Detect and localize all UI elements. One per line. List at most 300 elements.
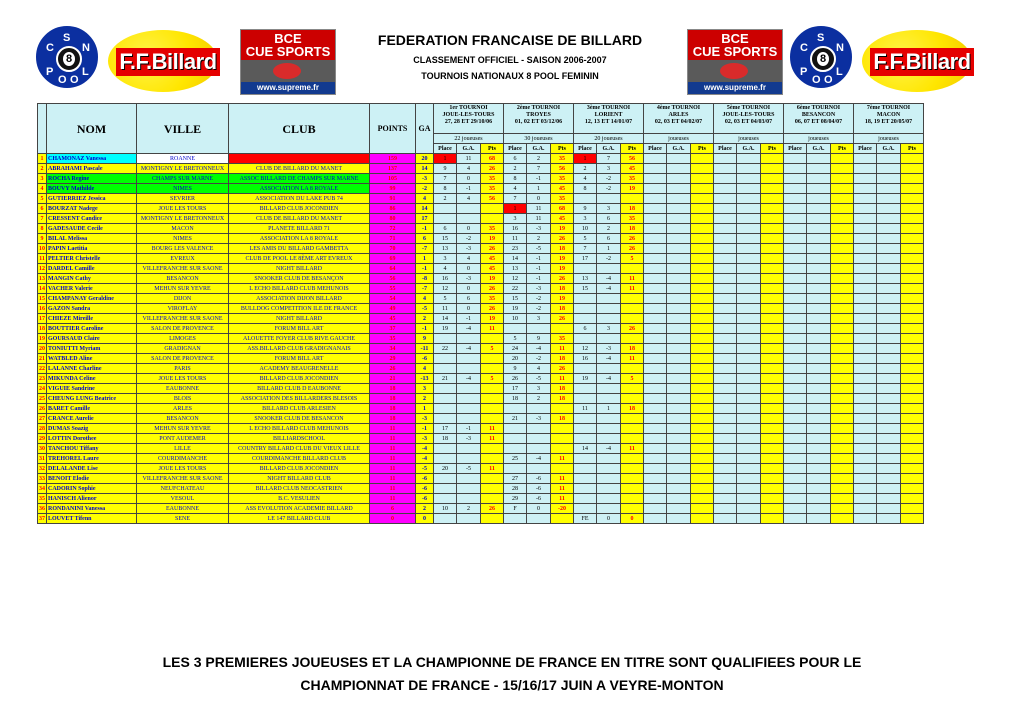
city: BLOIS xyxy=(137,394,229,404)
pts-cell xyxy=(901,364,924,374)
place-cell xyxy=(784,164,807,174)
ga-cell xyxy=(807,314,831,324)
rank-cell: 6 xyxy=(38,204,47,214)
place-cell: 12 xyxy=(434,284,457,294)
ga-subheader-3: G.A. xyxy=(597,144,621,154)
rank-cell: 33 xyxy=(39,475,45,482)
place-cell xyxy=(784,494,807,504)
player-name: CHAMONAZ Vanessa xyxy=(47,154,137,164)
place-cell: 13 xyxy=(434,244,457,254)
place-cell xyxy=(644,454,667,464)
player-name: CHIEZE Mireille xyxy=(47,314,137,324)
pts-cell: 56 xyxy=(621,154,644,164)
points: 26 xyxy=(370,364,416,374)
table-row xyxy=(38,274,924,284)
table-row xyxy=(38,164,924,174)
pts-cell xyxy=(901,434,924,444)
pts-cell xyxy=(761,354,784,364)
pts-cell xyxy=(761,434,784,444)
pts-cell xyxy=(901,274,924,284)
pts-cell xyxy=(761,404,784,414)
ga-cell xyxy=(737,324,761,334)
ga-cell xyxy=(807,404,831,414)
club: NIGHT BILLARD CLUB xyxy=(229,474,370,484)
pts-subheader-7: Pts xyxy=(901,144,924,154)
ga-cell xyxy=(457,474,481,484)
points: 11 xyxy=(370,484,416,494)
ga-cell xyxy=(667,354,691,364)
pts-cell: 26 xyxy=(481,244,504,254)
ga-cell: 4 xyxy=(457,254,481,264)
place-cell xyxy=(854,434,877,444)
place-cell xyxy=(574,424,597,434)
pts-cell xyxy=(831,504,854,514)
ga-cell xyxy=(737,474,761,484)
club: NIGHT BILLARD xyxy=(229,314,370,324)
ga-cell xyxy=(807,434,831,444)
player-name: CHAMPANAY Geraldine xyxy=(47,294,137,304)
pts-cell xyxy=(901,254,924,264)
pts-cell xyxy=(551,424,574,434)
pts-cell xyxy=(691,444,714,454)
place-cell xyxy=(854,194,877,204)
pts-cell xyxy=(901,344,924,354)
pts-cell xyxy=(691,414,714,424)
points: 56 xyxy=(370,274,416,284)
place-cell xyxy=(644,274,667,284)
pts-cell xyxy=(621,424,644,434)
ga-cell xyxy=(457,334,481,344)
pts-cell xyxy=(901,514,924,524)
pts-cell xyxy=(761,454,784,464)
ga-cell xyxy=(737,484,761,494)
pts-cell xyxy=(551,434,574,444)
ga-cell xyxy=(877,484,901,494)
ga: -1 xyxy=(416,324,434,334)
ga-cell xyxy=(667,434,691,444)
ga-cell xyxy=(667,254,691,264)
points: 11 xyxy=(370,444,416,454)
pts-cell xyxy=(831,294,854,304)
place-cell xyxy=(854,504,877,514)
ga-cell xyxy=(737,454,761,464)
pts-cell xyxy=(831,234,854,244)
table-row xyxy=(38,224,924,234)
ga-cell xyxy=(597,364,621,374)
ga-cell: 6 xyxy=(597,214,621,224)
pts-cell xyxy=(901,324,924,334)
pts-subheader-6: Pts xyxy=(831,144,854,154)
place-cell xyxy=(504,434,527,444)
points: 37 xyxy=(370,324,416,334)
place-cell: 22 xyxy=(434,344,457,354)
pts-cell xyxy=(761,334,784,344)
city: JOUE LES TOURS xyxy=(137,464,229,474)
city: SALON DE PROVENCE xyxy=(137,324,229,334)
place-cell: 4 xyxy=(434,264,457,274)
place-cell xyxy=(714,444,737,454)
place-cell xyxy=(644,194,667,204)
place-subheader-5: Place xyxy=(714,144,737,154)
pts-cell xyxy=(831,154,854,164)
pts-cell xyxy=(481,354,504,364)
club: CLUB DE BILLARD DU MANET xyxy=(229,214,370,224)
ga-cell xyxy=(667,484,691,494)
ga-cell xyxy=(737,304,761,314)
city: JOUE LES TOURS xyxy=(137,204,229,214)
ga-cell xyxy=(807,344,831,354)
pts-cell: 35 xyxy=(481,174,504,184)
ga: 20 xyxy=(416,154,434,164)
player-name: LOTTIN Dorothee xyxy=(47,434,137,444)
ga-cell: 1 xyxy=(527,184,551,194)
pts-cell: 11 xyxy=(481,324,504,334)
club-col-header: CLUB xyxy=(229,104,370,154)
ga-cell: -1 xyxy=(527,254,551,264)
ga-cell xyxy=(877,364,901,374)
club: ASSOC BILLARD DE CHAMPS SUR MARNE xyxy=(229,174,370,184)
player-name: DUMAS Soazig xyxy=(47,424,137,434)
place-cell xyxy=(434,494,457,504)
place-cell xyxy=(854,154,877,164)
pts-cell xyxy=(901,264,924,274)
pts-cell xyxy=(831,384,854,394)
club: BILLIARDSCHOOL xyxy=(229,434,370,444)
ga-cell xyxy=(807,254,831,264)
ga-subheader-6: G.A. xyxy=(807,144,831,154)
city: MEHUN SUR YEVRE xyxy=(137,284,229,294)
pts-cell xyxy=(691,174,714,184)
pts-cell: 56 xyxy=(481,194,504,204)
players-count-6: joueuses xyxy=(784,134,854,144)
pts-cell xyxy=(901,494,924,504)
page-subtitle: CLASSEMENT OFFICIEL - SAISON 2006-2007 xyxy=(413,55,607,65)
place-cell xyxy=(714,164,737,174)
pts-cell xyxy=(691,194,714,204)
player-name: RONDANINI Vanessa xyxy=(47,504,137,514)
table-row xyxy=(38,454,924,464)
ga: -1 xyxy=(416,424,434,434)
ga: 4 xyxy=(416,194,434,204)
place-cell xyxy=(854,354,877,364)
place-cell xyxy=(784,454,807,464)
pts-cell: 26 xyxy=(551,234,574,244)
club: CLUB DE POOL LE 8ÈME ART EVREUX xyxy=(229,254,370,264)
city: VILLEFRANCHE SUR SAONE xyxy=(137,314,229,324)
ga-cell: 2 xyxy=(527,154,551,164)
pts-cell xyxy=(831,314,854,324)
ga-cell xyxy=(667,264,691,274)
pts-cell xyxy=(761,474,784,484)
pts-cell xyxy=(761,264,784,274)
table-row xyxy=(38,504,924,514)
ga-cell xyxy=(807,304,831,314)
pts-cell: 11 xyxy=(551,474,574,484)
ga-cell xyxy=(807,184,831,194)
player-name: CHEUNG LUNG Beatrice xyxy=(47,394,137,404)
place-cell: 3 xyxy=(504,214,527,224)
table-row xyxy=(38,184,924,194)
points: 35 xyxy=(370,334,416,344)
rank-cell: 15 xyxy=(39,295,45,302)
place-cell xyxy=(434,364,457,374)
rank-cell: 4 xyxy=(38,184,47,194)
ga-cell: -5 xyxy=(527,244,551,254)
pts-cell xyxy=(901,234,924,244)
ga-cell xyxy=(877,264,901,274)
place-cell: 11 xyxy=(434,304,457,314)
place-cell: 18 xyxy=(504,394,527,404)
ga-cell xyxy=(877,454,901,464)
ga-cell: -2 xyxy=(457,234,481,244)
table-row xyxy=(38,484,924,494)
place-cell xyxy=(644,294,667,304)
place-cell xyxy=(784,424,807,434)
ga-cell: -3 xyxy=(457,274,481,284)
ga-cell xyxy=(737,234,761,244)
ga: 2 xyxy=(416,394,434,404)
pts-cell xyxy=(761,174,784,184)
ga-cell xyxy=(597,264,621,274)
pts-cell xyxy=(901,484,924,494)
pts-cell xyxy=(761,444,784,454)
pts-cell xyxy=(481,474,504,484)
pts-cell xyxy=(691,324,714,334)
place-cell xyxy=(714,314,737,324)
place-cell xyxy=(714,344,737,354)
pts-cell xyxy=(691,304,714,314)
ga-cell xyxy=(737,164,761,174)
ga-cell xyxy=(737,494,761,504)
points: 49 xyxy=(370,304,416,314)
pts-cell: 26 xyxy=(551,274,574,284)
club: CLUB DE BILLARD DU MANET xyxy=(229,164,370,174)
ga-cell xyxy=(667,274,691,284)
pts-cell: 35 xyxy=(481,294,504,304)
place-cell xyxy=(644,464,667,474)
pts-cell xyxy=(621,454,644,464)
pts-cell: 45 xyxy=(481,254,504,264)
pts-cell xyxy=(481,394,504,404)
ga-cell xyxy=(877,224,901,234)
place-cell xyxy=(854,254,877,264)
pts-cell xyxy=(621,314,644,324)
club: ASSOCIATION LA 8 ROYALE xyxy=(229,184,370,194)
pts-cell xyxy=(551,404,574,414)
pts-cell xyxy=(901,384,924,394)
pts-cell xyxy=(481,204,504,214)
pts-cell xyxy=(621,504,644,514)
place-cell: F xyxy=(504,504,527,514)
pts-cell xyxy=(831,174,854,184)
place-cell xyxy=(434,334,457,344)
ga-cell xyxy=(737,154,761,164)
city: SEVRIER xyxy=(137,194,229,204)
page-subtitle-2: TOURNOIS NATIONAUX 8 POOL FEMININ xyxy=(421,71,599,81)
pts-cell xyxy=(691,164,714,174)
place-cell xyxy=(854,454,877,464)
place-cell xyxy=(784,354,807,364)
place-cell: 18 xyxy=(434,434,457,444)
ga-cell xyxy=(667,384,691,394)
ga-cell: -3 xyxy=(597,344,621,354)
rank-cell: 24 xyxy=(39,385,45,392)
place-cell: 21 xyxy=(434,374,457,384)
city: MACON xyxy=(137,224,229,234)
player-name: GADESAUDE Cecile xyxy=(47,224,137,234)
points: 34 xyxy=(370,344,416,354)
pts-cell: 35 xyxy=(481,224,504,234)
ga-cell xyxy=(667,204,691,214)
table-row xyxy=(38,214,924,224)
place-cell xyxy=(854,304,877,314)
ga-cell xyxy=(807,464,831,474)
pts-cell: 11 xyxy=(551,344,574,354)
ga-cell: -4 xyxy=(597,284,621,294)
pts-cell xyxy=(761,464,784,474)
club: COURDIMANCHE BILLARD CLUB xyxy=(229,454,370,464)
ga-cell xyxy=(737,514,761,524)
pts-cell xyxy=(761,494,784,504)
points: 72 xyxy=(370,224,416,234)
place-cell xyxy=(434,394,457,404)
ga-cell xyxy=(807,214,831,224)
club: FORUM BILL ART xyxy=(229,324,370,334)
ga-cell xyxy=(807,244,831,254)
city: COURDIMANCHE xyxy=(137,454,229,464)
ga-cell xyxy=(737,374,761,384)
place-cell xyxy=(784,184,807,194)
place-cell xyxy=(714,204,737,214)
ga-cell xyxy=(667,284,691,294)
pts-cell xyxy=(761,184,784,194)
pts-cell xyxy=(691,504,714,514)
club: BILLARD CLUB NEOCASTRIEN xyxy=(229,484,370,494)
place-cell: 12 xyxy=(504,274,527,284)
place-cell xyxy=(644,204,667,214)
ga-cell xyxy=(457,384,481,394)
rank-col-header xyxy=(38,104,47,154)
place-cell xyxy=(644,214,667,224)
ga-cell xyxy=(877,504,901,514)
place-cell: 10 xyxy=(574,224,597,234)
place-cell: 5 xyxy=(434,294,457,304)
ga-cell xyxy=(667,404,691,414)
pts-cell: 26 xyxy=(551,314,574,324)
pts-cell: 0 xyxy=(621,514,644,524)
place-cell xyxy=(854,214,877,224)
place-cell xyxy=(714,424,737,434)
pts-cell xyxy=(901,184,924,194)
ga-cell: -6 xyxy=(527,494,551,504)
place-cell xyxy=(784,464,807,474)
pts-cell xyxy=(831,454,854,464)
player-name: TREHOREL Laure xyxy=(47,454,137,464)
ga-cell xyxy=(877,254,901,264)
ga-cell xyxy=(807,364,831,374)
place-cell xyxy=(854,204,877,214)
points-col-header: POINTS xyxy=(370,104,416,154)
ga-cell: -3 xyxy=(457,434,481,444)
ga-cell: 7 xyxy=(597,154,621,164)
pts-cell xyxy=(901,464,924,474)
table-row xyxy=(38,404,924,414)
ga-cell xyxy=(807,284,831,294)
place-cell xyxy=(644,334,667,344)
club: FORUM BILL ART xyxy=(229,354,370,364)
city: VILLEFRANCHE SUR SAONE xyxy=(137,264,229,274)
pts-cell xyxy=(691,284,714,294)
ga: -6 xyxy=(416,494,434,504)
ga-cell xyxy=(667,294,691,304)
club: ASSOCIATION DU LAKE PUB 74 xyxy=(229,194,370,204)
ga-cell: -4 xyxy=(457,324,481,334)
tournament-header-4: 4ème TOURNOI ARLES 02, 03 ET 04/02/07 xyxy=(644,104,714,134)
ga-cell: -3 xyxy=(527,284,551,294)
pts-subheader-1: Pts xyxy=(481,144,504,154)
pts-cell: 5 xyxy=(481,374,504,384)
place-cell xyxy=(784,194,807,204)
ga-cell: -2 xyxy=(527,354,551,364)
pts-cell xyxy=(831,334,854,344)
ga-cell xyxy=(737,334,761,344)
pts-cell: 35 xyxy=(621,214,644,224)
pts-cell xyxy=(831,284,854,294)
pts-cell xyxy=(901,474,924,484)
ga-cell xyxy=(457,444,481,454)
pts-cell: 26 xyxy=(621,324,644,334)
player-name: DARDEL Camille xyxy=(47,264,137,274)
place-cell xyxy=(574,384,597,394)
points: 105 xyxy=(370,174,416,184)
place-cell xyxy=(854,484,877,494)
ga-cell xyxy=(597,384,621,394)
ga-cell xyxy=(807,474,831,484)
place-cell xyxy=(644,324,667,334)
rank-cell: 29 xyxy=(39,435,45,442)
place-cell xyxy=(784,174,807,184)
ga-cell xyxy=(807,204,831,214)
ga-cell xyxy=(667,324,691,334)
pts-cell xyxy=(691,484,714,494)
pts-cell xyxy=(901,454,924,464)
points: 11 xyxy=(370,494,416,504)
player-name: ROCHA Regine xyxy=(47,174,137,184)
place-cell xyxy=(714,214,737,224)
ga-cell: -4 xyxy=(597,444,621,454)
table-row xyxy=(38,244,924,254)
place-cell: 29 xyxy=(504,494,527,504)
ga: 2 xyxy=(416,314,434,324)
place-cell xyxy=(504,324,527,334)
pts-cell xyxy=(691,244,714,254)
pts-cell xyxy=(691,184,714,194)
ga-cell: -4 xyxy=(527,454,551,464)
pts-cell xyxy=(691,494,714,504)
pts-cell xyxy=(621,464,644,474)
table-row xyxy=(38,494,924,504)
club: BILLARD CLUB ARLESIEN xyxy=(229,404,370,414)
place-cell xyxy=(784,324,807,334)
ga-cell: -5 xyxy=(527,374,551,384)
ga-cell: 3 xyxy=(597,204,621,214)
ga-cell xyxy=(667,224,691,234)
player-name: CADORIN Sophie xyxy=(47,484,137,494)
pts-cell: -20 xyxy=(551,504,574,514)
place-cell xyxy=(644,234,667,244)
pts-cell xyxy=(761,284,784,294)
player-name: DELALANDE Lise xyxy=(47,464,137,474)
